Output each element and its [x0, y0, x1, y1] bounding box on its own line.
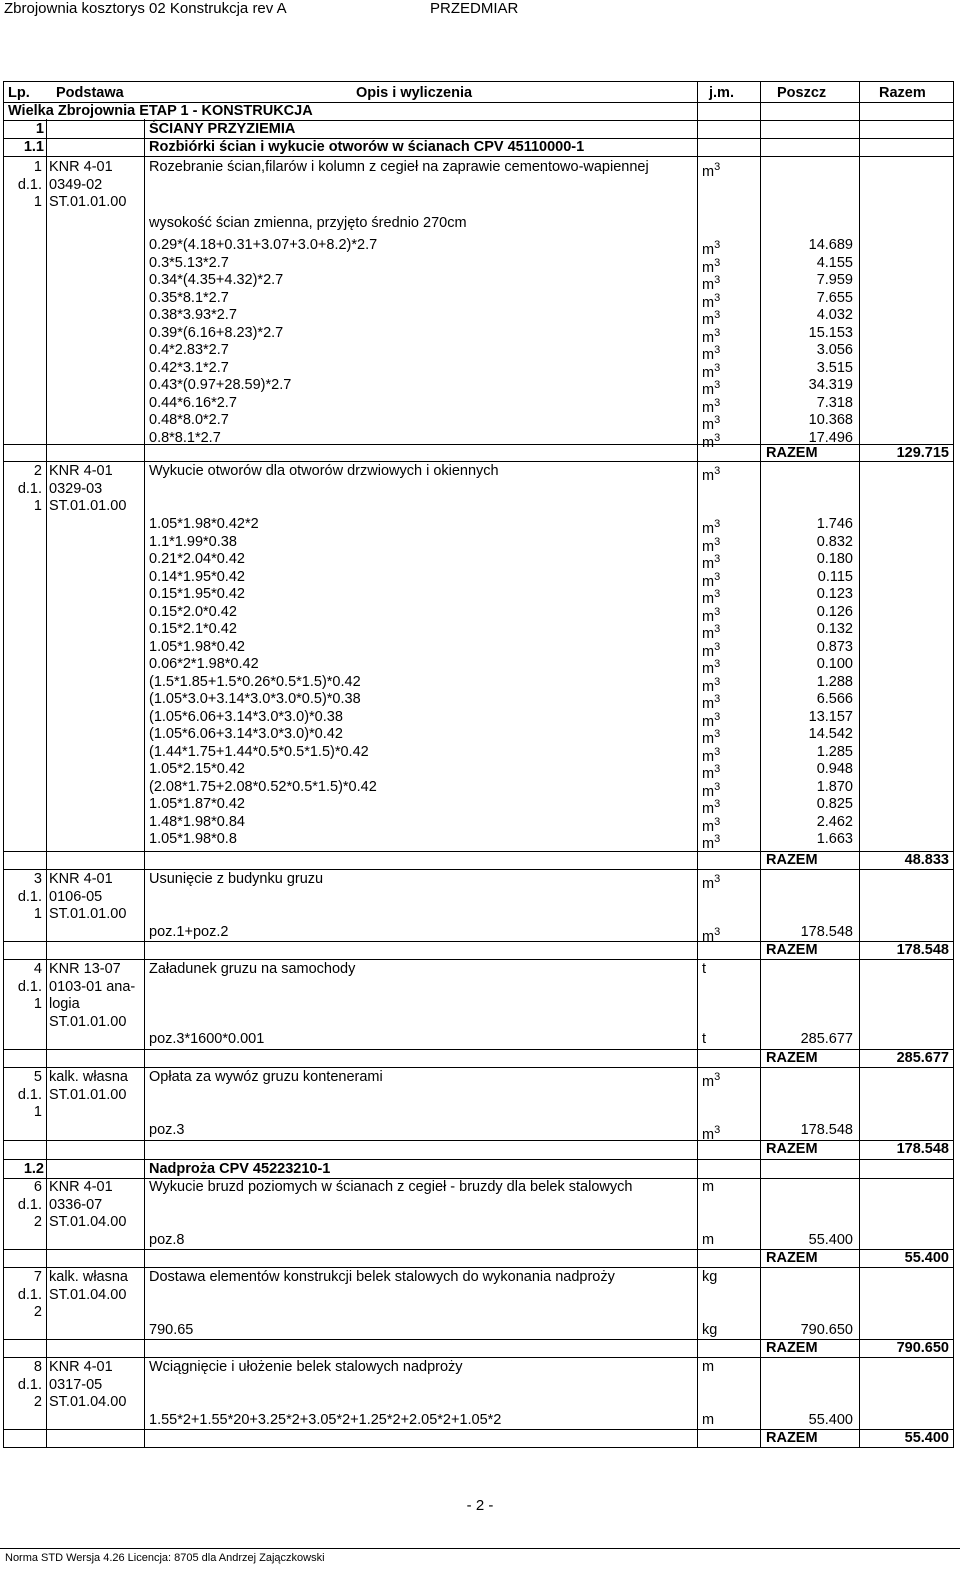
subsection-name: Rozbiórki ścian i wykucie otworów w ścianach CPV 45110000-1 [149, 139, 585, 155]
calculation-formula: 0.35*8.1*2.7 [149, 289, 229, 306]
calculation-unit: $m^3$ [702, 693, 721, 712]
calculation-value: 3.515 [816, 359, 853, 376]
col-header-opis: Opis i wyliczenia [356, 85, 473, 101]
calculation-value: 2.462 [816, 813, 853, 830]
calculation-unit: $m^3$ [702, 658, 721, 677]
razem-value: 178.548 [896, 1141, 949, 1157]
col-header-podstawa: Podstawa [56, 85, 124, 101]
calculation-formula: 0.39*(6.16+8.23)*2.7 [149, 324, 284, 341]
calculation-formula: 1.48*1.98*0.84 [149, 813, 245, 830]
footer-divider [0, 1548, 960, 1549]
position-lp: 2 [33, 463, 42, 479]
position-unit: $m^3$ [702, 465, 721, 484]
col-divider-opis [697, 82, 698, 1447]
position-lp: 6 [33, 1179, 42, 1195]
position-basis: 0329-03 [49, 480, 103, 497]
calculation-unit: $m^3$ [702, 326, 721, 346]
calculation-formula: poz.3 [149, 1122, 185, 1138]
position-basis: 0103-01 ana- [49, 978, 136, 995]
calculation-unit: $m^3$ [702, 414, 721, 433]
calculation-value: 6.566 [816, 691, 853, 707]
subsection-number: 1.2 [23, 1161, 44, 1177]
razem-value: 129.715 [896, 445, 949, 461]
calculation-value: 0.100 [816, 656, 853, 672]
calculation-formula: 0.06*2*1.98*0.42 [149, 656, 259, 672]
calculation-unit: kg [702, 1322, 718, 1338]
calculation-value: 0.873 [816, 638, 853, 655]
calculation-unit: $m^3$ [702, 553, 721, 572]
razem-label: RAZEM [766, 1141, 818, 1157]
calculation-formula: poz.8 [149, 1232, 185, 1248]
calculation-unit: $m^3$ [702, 344, 721, 363]
calculation-formula: (1.05*3.0+3.14*3.0*3.0*0.5)*0.38 [149, 691, 361, 707]
position-lp: d.1. [17, 978, 42, 995]
razem-value: 55.400 [904, 1430, 949, 1446]
position-lp: 8 [33, 1359, 42, 1375]
position-basis: KNR 13-07 [49, 961, 121, 977]
position-divider [4, 869, 953, 870]
calculation-unit: $m^3$ [702, 763, 721, 782]
col-header-lp: Lp. [8, 85, 30, 101]
calculation-value: 14.689 [808, 237, 853, 253]
calculation-formula: 0.43*(0.97+28.59)*2.7 [149, 377, 292, 393]
col-header-razem: Razem [879, 85, 926, 101]
position-lp: d.1. [17, 888, 42, 905]
calculation-unit: $m^3$ [702, 274, 721, 293]
position-unit: $m^3$ [702, 873, 721, 892]
calculation-value: 0.825 [816, 796, 853, 812]
position-title: Załadunek gruzu na samochody [149, 961, 356, 977]
calculation-formula: 0.14*1.95*0.42 [149, 568, 245, 585]
position-lp: 1 [33, 498, 42, 514]
position-basis: 0317-05 [49, 1376, 103, 1393]
calculation-unit: $m^3$ [702, 605, 721, 625]
calculation-unit: $m^3$ [702, 256, 721, 276]
calculation-formula: 0.21*2.04*0.42 [149, 551, 245, 567]
calculation-formula: 1.05*1.98*0.42*2 [149, 516, 259, 532]
calculation-formula: (1.05*6.06+3.14*3.0*3.0)*0.38 [149, 708, 343, 725]
position-title: Wykucie bruzd poziomych w ścianach z cegieł - bruzdy dla belek stalowych [149, 1179, 633, 1195]
calculation-unit: $m^3$ [702, 833, 721, 852]
calculation-formula: 0.15*2.0*0.42 [149, 603, 237, 620]
position-lp: d.1. [17, 1286, 42, 1303]
razem-label: RAZEM [766, 942, 818, 958]
calculation-value: 7.959 [816, 272, 853, 288]
footer-license: Norma STD Wersja 4.26 Licencja: 8705 dla Andrzej Zajączkowski [5, 1552, 325, 1564]
position-lp: 1 [33, 194, 42, 210]
calculation-unit: $m^3$ [702, 815, 721, 835]
razem-label: RAZEM [766, 852, 818, 868]
calculation-value: 0.126 [816, 603, 853, 620]
col-divider-lp [46, 119, 47, 1447]
calculation-formula: poz.3*1600*0.001 [149, 1031, 265, 1047]
calculation-unit: $m^3$ [702, 780, 721, 800]
calculation-value: 4.155 [816, 254, 853, 271]
position-divider [4, 1267, 953, 1268]
calculation-unit: $m^3$ [702, 640, 721, 660]
calculation-unit: $m^3$ [702, 361, 721, 381]
calculation-formula: 0.15*2.1*0.42 [149, 621, 237, 637]
subsection-name: Nadproża CPV 45223210-1 [149, 1161, 331, 1177]
col-header-poszcz: Poszcz [777, 85, 827, 101]
position-unit: t [702, 961, 707, 977]
calculation-unit: m [702, 1412, 715, 1428]
position-lp: d.1. [17, 176, 42, 193]
position-lp: 4 [33, 961, 42, 977]
calculation-formula: 0.34*(4.35+4.32)*2.7 [149, 272, 284, 288]
calculation-formula: (2.08*1.75+2.08*0.52*0.5*1.5)*0.42 [149, 778, 377, 795]
calculation-unit: $m^3$ [702, 926, 721, 945]
calculation-unit: $m^3$ [702, 291, 721, 311]
calculation-formula: (1.5*1.85+1.5*0.26*0.5*1.5)*0.42 [149, 673, 361, 690]
calculation-formula: 0.48*8.0*2.7 [149, 412, 229, 428]
position-lp: d.1. [17, 1086, 42, 1103]
position-lp: d.1. [17, 1376, 42, 1393]
calculation-formula: (1.44*1.75+1.44*0.5*0.5*1.5)*0.42 [149, 743, 369, 760]
calculation-value: 178.548 [800, 924, 853, 940]
position-lp: 2 [33, 1304, 42, 1320]
position-basis: 0106-05 [49, 888, 103, 905]
calculation-formula: 1.55*2+1.55*20+3.25*2+3.05*2+1.25*2+2.05*2+1.05*2 [149, 1412, 502, 1428]
calculation-value: 0.115 [817, 568, 853, 585]
calculation-value: 285.677 [800, 1031, 853, 1047]
razem-label: RAZEM [766, 1050, 818, 1066]
position-note: wysokość ścian zmienna, przyjęto średnio 270cm [149, 215, 467, 231]
calculation-unit: $m^3$ [702, 535, 721, 555]
document-title: Zbrojownia kosztorys 02 Konstrukcja rev A [4, 0, 287, 17]
calculation-unit: $m^3$ [702, 745, 721, 765]
calculation-formula: 0.3*5.13*2.7 [149, 254, 229, 271]
calculation-value: 55.400 [808, 1232, 853, 1248]
position-basis: ST.01.01.00 [49, 498, 127, 514]
calculation-formula: 1.05*1.98*0.8 [149, 831, 237, 847]
calculation-formula: 0.42*3.1*2.7 [149, 359, 229, 376]
calculation-value: 34.319 [808, 377, 853, 393]
position-title: Wykucie otworów dla otworów drzwiowych i okiennych [149, 463, 499, 479]
calculation-formula: 1.05*1.87*0.42 [149, 796, 245, 812]
calculation-value: 1.663 [816, 831, 853, 847]
calculation-unit: $m^3$ [702, 431, 721, 451]
position-basis: KNR 4-01 [49, 871, 113, 887]
position-basis: KNR 4-01 [49, 159, 113, 175]
position-basis: ST.01.04.00 [49, 1214, 127, 1230]
section-name: ŚCIANY PRZYZIEMIA [149, 121, 296, 137]
position-unit: m [702, 1179, 715, 1195]
position-basis: ST.01.04.00 [49, 1286, 127, 1303]
position-lp: 7 [33, 1269, 42, 1285]
calculation-value: 790.650 [800, 1322, 853, 1338]
position-unit: kg [702, 1269, 718, 1285]
calculation-formula: 0.15*1.95*0.42 [149, 586, 245, 602]
section-title: Wielka Zbrojownia ETAP 1 - KONSTRUKCJA [8, 103, 313, 119]
position-lp: 1 [33, 996, 42, 1012]
calculation-unit: $m^3$ [702, 588, 721, 607]
position-basis: KNR 4-01 [49, 463, 113, 479]
position-lp: 5 [33, 1069, 42, 1085]
calculation-value: 1.746 [816, 516, 853, 532]
position-basis: ST.01.01.00 [49, 194, 127, 210]
position-unit: $m^3$ [702, 1071, 721, 1090]
calculation-formula: 0.8*8.1*2.7 [149, 429, 221, 446]
razem-label: RAZEM [766, 1430, 818, 1446]
calculation-formula: 790.65 [149, 1322, 194, 1338]
calculation-value: 0.180 [816, 551, 853, 567]
calculation-value: 17.496 [808, 429, 853, 446]
position-basis: 0336-07 [49, 1196, 103, 1213]
calculation-value: 7.318 [816, 394, 853, 411]
calculation-formula: 1.1*1.99*0.38 [149, 533, 237, 550]
razem-value: 48.833 [904, 852, 949, 868]
position-lp: 1 [33, 906, 42, 922]
razem-value: 55.400 [904, 1250, 949, 1266]
calculation-unit: $m^3$ [702, 239, 721, 258]
calculation-value: 0.832 [816, 533, 853, 550]
calculation-unit: $m^3$ [702, 675, 721, 695]
position-lp: 1 [33, 159, 42, 175]
calculation-unit: $m^3$ [702, 518, 721, 537]
calculation-value: 1.288 [816, 673, 853, 690]
razem-label: RAZEM [766, 1340, 818, 1356]
position-divider [4, 1357, 953, 1358]
calculation-formula: 0.44*6.16*2.7 [149, 394, 237, 411]
calculation-unit: $m^3$ [702, 309, 721, 328]
calculation-formula: 1.05*1.98*0.42 [149, 638, 245, 655]
razem-value: 790.650 [896, 1340, 949, 1356]
calculation-value: 7.655 [816, 289, 853, 306]
calculation-unit: $m^3$ [702, 379, 721, 398]
position-basis: ST.01.04.00 [49, 1394, 127, 1410]
col-divider-basis [144, 119, 145, 1447]
position-basis: logia [49, 996, 80, 1012]
calculation-value: 0.132 [816, 621, 853, 637]
razem-value: 285.677 [896, 1050, 949, 1066]
position-divider [4, 959, 953, 960]
position-divider [4, 461, 953, 462]
calculation-unit: $m^3$ [702, 396, 721, 416]
position-lp: 2 [33, 1394, 42, 1410]
position-lp: 1 [33, 1104, 42, 1120]
calculation-unit: $m^3$ [702, 710, 721, 730]
calculation-value: 1.870 [816, 778, 853, 795]
calculation-unit: $m^3$ [702, 570, 721, 590]
calculation-value: 15.153 [808, 324, 853, 341]
razem-value: 178.548 [896, 942, 949, 958]
position-title: Rozebranie ścian,filarów i kolumn z cegieł na zaprawie cementowo-wapiennej [149, 159, 649, 175]
position-unit: $m^3$ [702, 161, 721, 180]
calculation-unit: $m^3$ [702, 623, 721, 642]
position-basis: ST.01.01.00 [49, 906, 127, 922]
page-header [0, 0, 960, 22]
calculation-value: 178.548 [800, 1122, 853, 1138]
calculation-formula: poz.1+poz.2 [149, 924, 229, 940]
position-divider [4, 1067, 953, 1068]
calculation-formula: (1.05*6.06+3.14*3.0*3.0)*0.42 [149, 726, 343, 742]
calculation-value: 0.123 [816, 586, 853, 602]
col-divider-poszcz [859, 82, 860, 1447]
position-unit: m [702, 1359, 715, 1375]
position-basis: ST.01.01.00 [49, 1013, 127, 1030]
position-basis: 0349-02 [49, 176, 103, 193]
razem-label: RAZEM [766, 445, 818, 461]
calculation-value: 3.056 [816, 342, 853, 358]
calculation-value: 1.285 [816, 743, 853, 760]
calculation-unit: $m^3$ [702, 798, 721, 817]
calculation-value: 55.400 [808, 1412, 853, 1428]
document-type: PRZEDMIAR [430, 0, 519, 17]
position-lp: d.1. [17, 1196, 42, 1213]
subsection-number: 1.1 [23, 139, 44, 155]
calculation-formula: 1.05*2.15*0.42 [149, 761, 245, 777]
position-basis: kalk. własna [49, 1269, 128, 1285]
position-title: Opłata za wywóz gruzu kontenerami [149, 1069, 383, 1085]
position-title: Dostawa elementów konstrukcji belek stalowych do wykonania nadproży [149, 1269, 615, 1285]
razem-label: RAZEM [766, 1250, 818, 1266]
position-basis: ST.01.01.00 [49, 1086, 127, 1103]
calculation-formula: 0.38*3.93*2.7 [149, 307, 237, 323]
position-title: Usunięcie z budynku gruzu [149, 871, 324, 887]
calculation-unit: $m^3$ [702, 728, 721, 747]
calculation-formula: 0.29*(4.18+0.31+3.07+3.0+8.2)*2.7 [149, 237, 378, 253]
calculation-unit: m [702, 1232, 715, 1248]
calculation-value: 10.368 [808, 412, 853, 428]
calculation-formula: 0.4*2.83*2.7 [149, 342, 229, 358]
calculation-unit: $m^3$ [702, 1124, 721, 1143]
calculation-value: 14.542 [808, 726, 853, 742]
page-number: - 2 - [466, 1497, 494, 1514]
position-lp: 3 [33, 871, 42, 887]
calculation-value: 4.032 [816, 307, 853, 323]
position-title: Wciągnięcie i ułożenie belek stalowych nadproży [149, 1359, 463, 1375]
calculation-unit: t [702, 1031, 707, 1047]
position-basis: KNR 4-01 [49, 1359, 113, 1375]
position-basis: kalk. własna [49, 1069, 128, 1085]
calculation-value: 0.948 [816, 761, 853, 777]
calculation-value: 13.157 [808, 708, 853, 725]
position-lp: 2 [33, 1214, 42, 1230]
position-basis: KNR 4-01 [49, 1179, 113, 1195]
estimate-table [3, 81, 954, 1448]
col-header-jm: j.m. [709, 85, 734, 101]
section-number: 1 [35, 121, 44, 137]
position-lp: d.1. [17, 480, 42, 497]
